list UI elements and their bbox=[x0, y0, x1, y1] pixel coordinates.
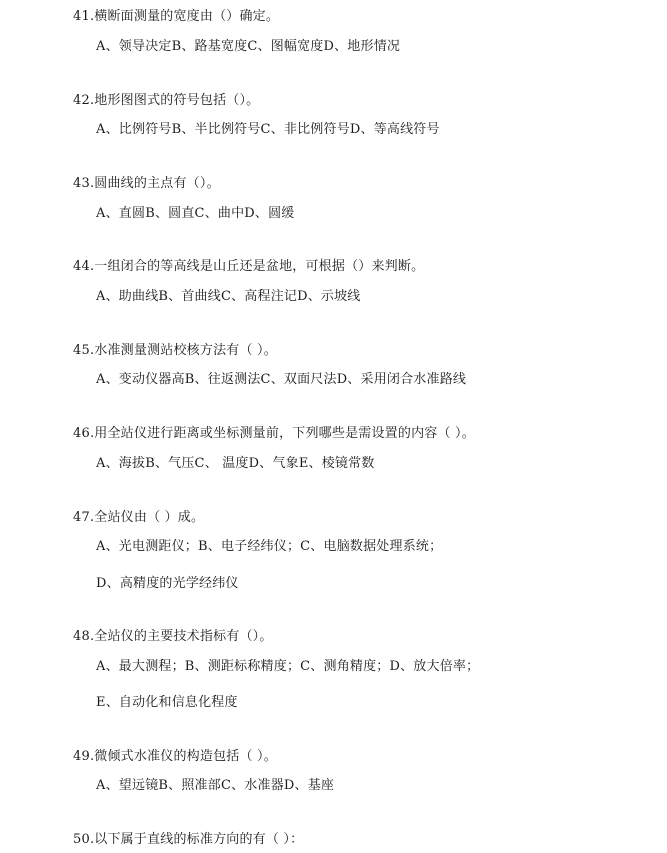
question-43-stem: 43.圆曲线的主点有（）。 bbox=[73, 176, 220, 191]
question-47-options-2: D、高精度的光学经纬仪 bbox=[96, 576, 239, 591]
question-44-stem: 44.一组闭合的等高线是山丘还是盆地，可根据（）来判断。 bbox=[73, 259, 425, 274]
question-48-options-1: A、最大测程；B、测距标称精度；C、测角精度；D、放大倍率； bbox=[96, 659, 480, 674]
question-43-options: A、直圆B、圆直C、曲中D、圆缓 bbox=[96, 206, 295, 221]
question-48-stem: 48.全站仪的主要技术指标有（）。 bbox=[73, 629, 273, 644]
question-48-options-2: E、自动化和信息化程度 bbox=[96, 695, 238, 710]
question-47-stem: 47.全站仪由（ ）成。 bbox=[73, 510, 205, 525]
question-49-options: A、望远镜B、照准部C、水准器D、基座 bbox=[96, 778, 335, 793]
question-44-options: A、助曲线B、首曲线C、高程注记D、示坡线 bbox=[96, 289, 361, 304]
question-47-options-1: A、光电测距仪；B、电子经纬仪；C、电脑数据处理系统； bbox=[96, 539, 443, 554]
question-46-stem: 46.用全站仪进行距离或坐标测量前，下列哪些是需设置的内容（ ）。 bbox=[73, 426, 475, 441]
question-42-stem: 42.地形图图式的符号包括（）。 bbox=[73, 93, 260, 108]
question-45-options: A、变动仪器高B、往返测法C、双面尺法D、采用闭合水准路线 bbox=[96, 372, 467, 387]
question-41-stem: 41.横断面测量的宽度由（）确定。 bbox=[73, 9, 280, 24]
question-41-options: A、领导决定B、路基宽度C、图幅宽度D、地形情况 bbox=[96, 39, 401, 54]
question-49-stem: 49.微倾式水准仪的构造包括（ ）。 bbox=[73, 749, 277, 764]
question-50-stem: 50.以下属于直线的标准方向的有（ ）： bbox=[73, 832, 304, 847]
question-46-options: A、海拔B、气压C、 温度D、气象E、棱镜常数 bbox=[96, 456, 375, 471]
question-42-options: A、比例符号B、半比例符号C、非比例符号D、等高线符号 bbox=[96, 122, 440, 137]
question-45-stem: 45.水准测量测站校核方法有（ ）。 bbox=[73, 343, 277, 358]
